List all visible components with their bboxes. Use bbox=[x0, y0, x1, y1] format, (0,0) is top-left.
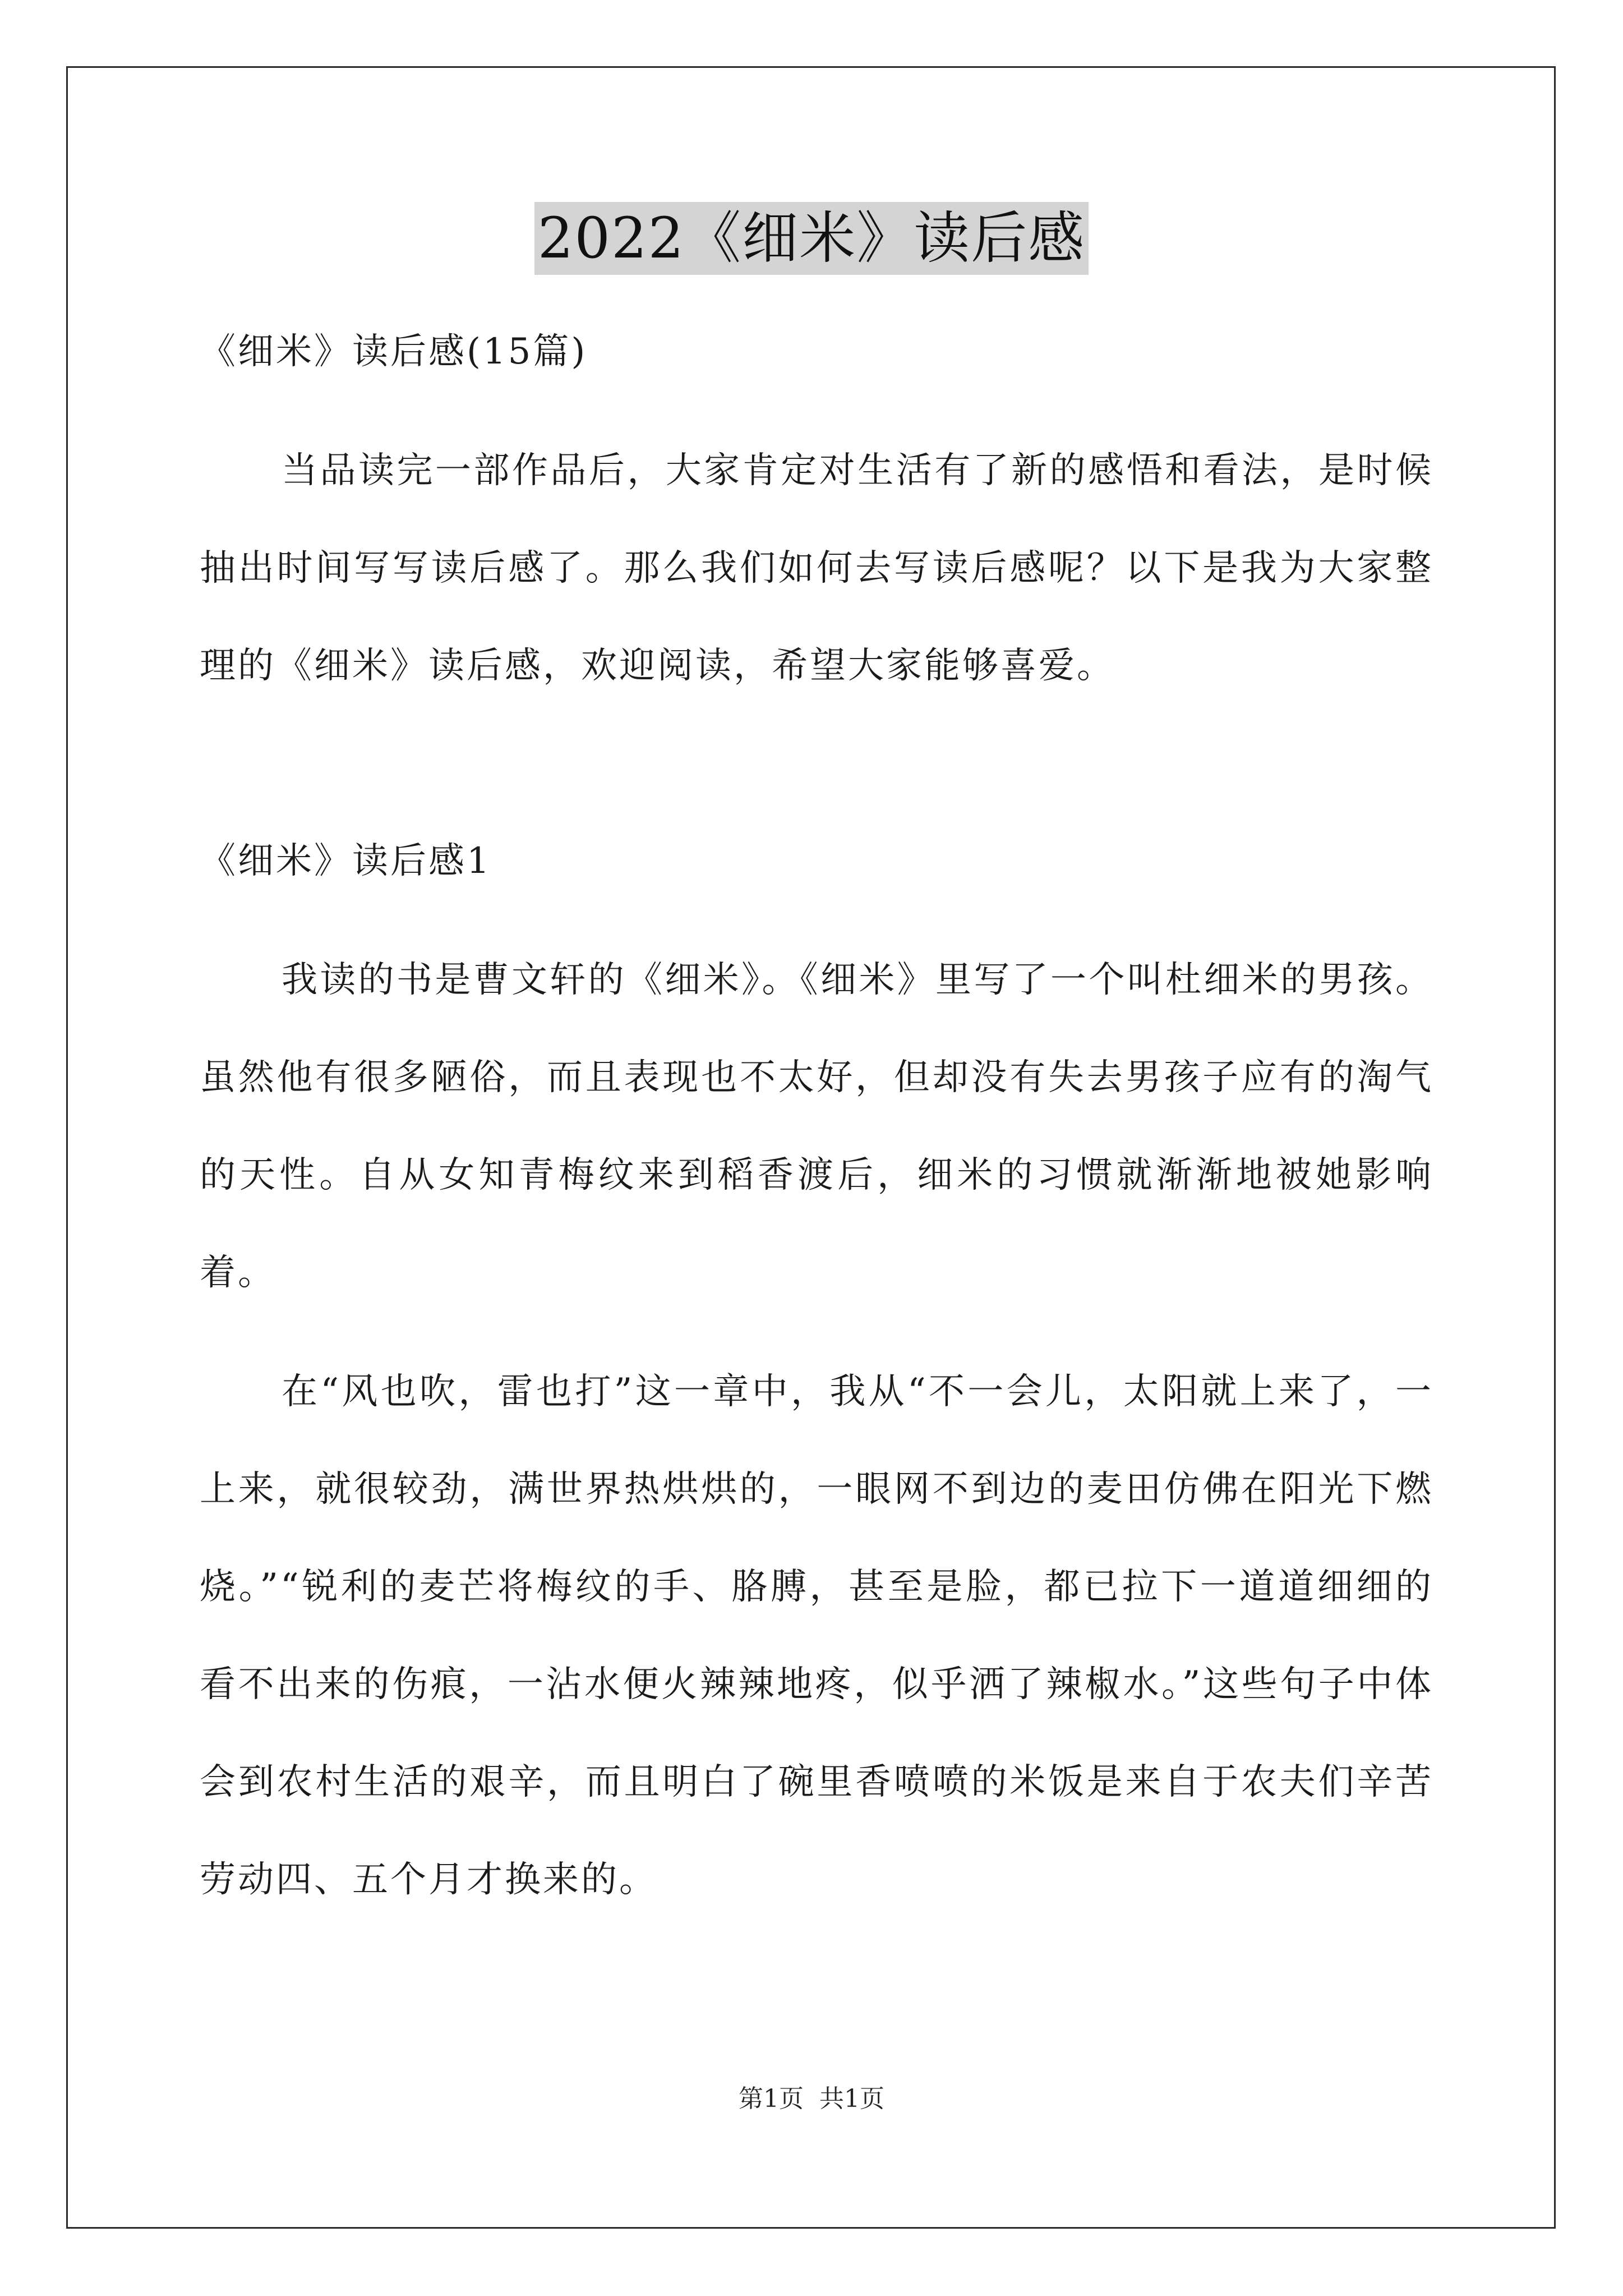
spacer bbox=[200, 1322, 1433, 1343]
body-paragraph-2: 在“风也吹，雷也打”这一章中，我从“不一会儿，太阳就上来了，一上来，就很较劲，满世界热烘烘的，一眼网不到边的麦田仿佛在阳光下燃烧。”“锐利的麦芒将梅纹的手、胳膊，甚至是脸，都已拉下一道道细细的看不出来的伤痕，一沾水便火辣辣地疼，似乎洒了辣椒水。”这些句子中体会到农村生活的艰辛，而且明白了碗里香喷喷的米饭是来自于农夫们辛苦劳动四、五个月才换来的。 bbox=[200, 1371, 1433, 1901]
title-container bbox=[0, 202, 1623, 275]
document-body bbox=[200, 303, 1433, 1929]
spacer bbox=[200, 715, 1433, 812]
page-footer bbox=[0, 2082, 1623, 2116]
body-paragraph-1: 我读的书是曹文轩的《细米》。《细米》里写了一个叫杜细米的男孩。虽然他有很多陋俗，而且表现也不太好，但却没有失去男孩子应有的淘气的天性。自从女知青梅纹来到稻香渡后，细米的习惯就渐渐地被她影响着。 bbox=[200, 959, 1433, 1294]
spacer bbox=[200, 401, 1433, 422]
section-heading: 《细米》读后感1 bbox=[200, 840, 492, 882]
spacer bbox=[200, 910, 1433, 931]
document-subtitle: 《细米》读后感(15篇) bbox=[200, 331, 588, 372]
intro-paragraph: 当品读完一部作品后，大家肯定对生活有了新的感悟和看法，是时候抽出时间写写读后感了。那么我们如何去写读后感呢？以下是我为大家整理的《细米》读后感，欢迎阅读，希望大家能够喜爱。 bbox=[200, 450, 1433, 687]
document-title: 2022《细米》读后感 bbox=[534, 202, 1089, 275]
page-total: 共1页 bbox=[819, 2085, 884, 2113]
page-number: 第1页 bbox=[739, 2085, 804, 2113]
